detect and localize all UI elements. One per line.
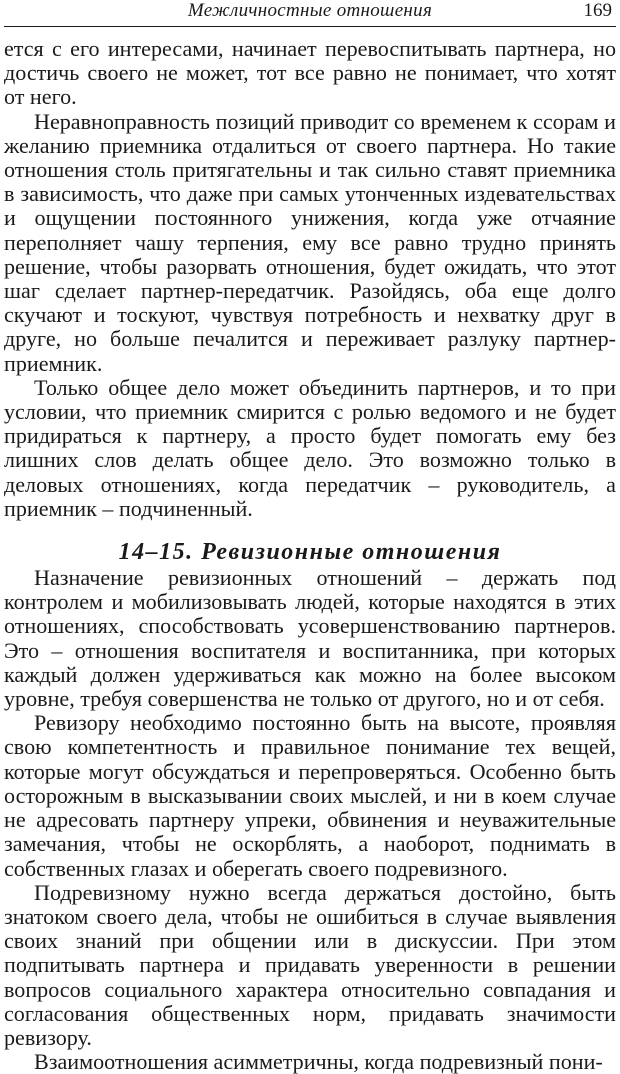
running-title: Межличностные отношения: [187, 0, 433, 21]
paragraph: Подревизному нужно всегда держаться достойно, быть знатоком своего дела, чтобы не ошибиться в случае выявления своих знаний при общении или в дискуссии. При этом подпитывать партнера и придавать уверенности в решении вопросов социального характера относительно совпадания и согласования общественных норм, придавать значимости ревизору.: [4, 879, 616, 1050]
paragraph: Неравноправность позиций приводит со временем к ссорам и желанию приемника отдалиться от своего партнера. Но такие отношения столь притягательны и так сильно ставят приемника в зависимость, что даже при самых утонченных издевательствах и ощущении постоянного унижения, когда уже отчаяние переполняет чашу терпения, ему все равно трудно принять решение, чтобы разорвать отношения, будет ожидать, что этот шаг сделает партнер-передатчик. Разойдясь, оба еще долго скучают и тоскуют, чувствуя потребность и нехватку друг в друге, но больше печалится и переживает разлуку партнер-приемник.: [4, 108, 616, 376]
paragraph: Взаимоотношения асимметричны, когда подревизный пони-: [34, 1049, 603, 1074]
page-number: 169: [583, 0, 612, 21]
section-heading: 14–15. Ревизионные отношения: [118, 539, 502, 566]
paragraph: Ревизору необходимо постоянно быть на высоте, проявляя свою компетентность и правильное понимание тех вещей, которые могут обсуждаться и перепроверяться. Особенно быть осторожным в высказывании своих мыслей, и ни в коем случае не адресовать партнеру упреки, обвинения и неуважительные замечания, чтобы не оскорблять, а наоборот, поднимать в собственных глазах и оберегать своего подревизного.: [4, 710, 616, 881]
paragraph: Назначение ревизионных отношений – держать под контролем и мобилизовывать людей, которые находятся в этих отношениях, способствовать усовершенствованию партнеров. Это – отношения воспитателя и воспитанника, при которых каждый должен удерживаться как можно на более высоком уровне, требуя совершенства не только от другого, но и от себя.: [4, 565, 616, 712]
body-text: [4, 37, 616, 1074]
paragraph: Только общее дело может объединить партнеров, и то при условии, что приемник смирится с ролью ведомого и не будет придираться к партнеру, а просто будет помогать ему без лишних слов делать общее дело. Это возможно только в деловых отношениях, когда передатчик – руководитель, а приемник – подчиненный.: [4, 374, 616, 521]
paragraph-continuation: ется с его интересами, начинает перевоспитывать партнера, но достичь своего не может, тот все равно не понимает, что хотят от него.: [4, 36, 616, 110]
page-header: [4, 0, 616, 27]
